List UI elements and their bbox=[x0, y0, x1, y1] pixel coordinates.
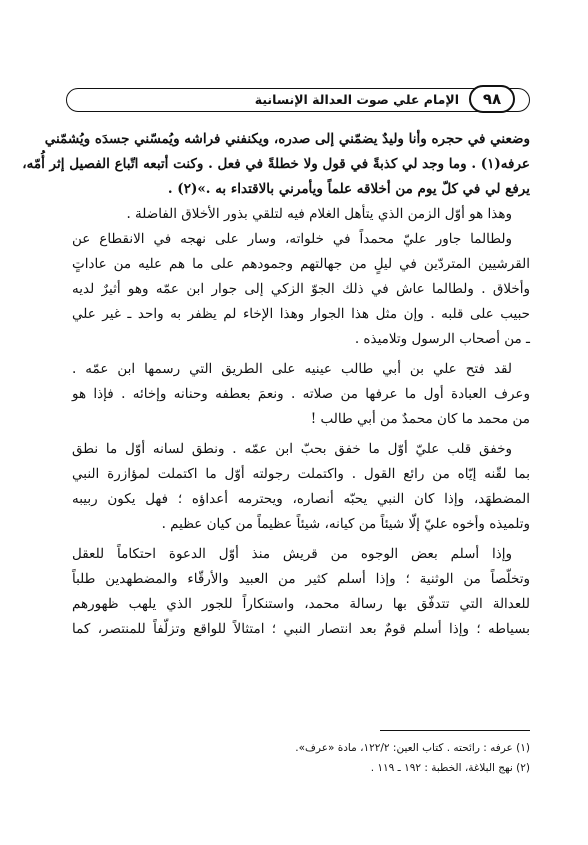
text-line: القرشيين المتردّين في ليلٍ من جهالتهم وجمودهم على ما هم عليه من عاداتٍ bbox=[72, 256, 530, 272]
text-line: المضطهَد، وإذا كان النبي يحبّه أنصاره، ويحترمه أعداؤه ؛ فهل يكون ربيبه bbox=[72, 491, 530, 507]
text-line: وخفق قلب عليّ أوّل ما خفق بحبّ ابن عمّه . ونطق لسانه أوّل ما نطق bbox=[72, 441, 512, 457]
text-line: وعرف العبادة أول ما عرفها من صلاته . ونعمَ بعطفه وحنانه وإخائه . فإذا هو bbox=[72, 386, 530, 402]
text-line: وإذا أسلم بعض الوجوه من قريش منذ أوّل الدعوة احتكاماً للعقل bbox=[72, 546, 512, 562]
page-number: ٩٨ bbox=[469, 85, 515, 113]
text-line: لقد فتح علي بن أبي طالب عينيه على الطريق التي رسمها ابن عمّه . bbox=[72, 361, 512, 377]
footnote: (١) عرفه : رائحته . كتاب العين: ١٢٢/٢، مادة «عرف». bbox=[295, 742, 530, 754]
text-line: وهذا هو أوّل الزمن الذي يتأهل الغلام فيه لتلقي بذور الأخلاق الفاضلة . bbox=[126, 206, 512, 222]
text-line: وتلميذه وأخوه عليّ إلّا شيئاً من كيانه، شيئاً عظيماً من كيان عظيم . bbox=[161, 516, 530, 532]
text-line: وتخلّصاً من الوثنية ؛ وإذا أسلم كثير من العبيد والأرقّاء والمضطهدين طلباً bbox=[72, 571, 530, 587]
text-line: بما لقّنه إيّاه من رائع القول . واكتملت رجولته أوّل ما اكتملت لمؤازرة النبي bbox=[72, 466, 530, 482]
text-line: للعدالة التي تتدفّق بها رسالة محمد، واستنكاراً للجور الذي يلهب ظهورهم bbox=[72, 596, 530, 612]
text-line: بسياطه ؛ وإذا أسلم قومٌ بعد انتصار النبي ؛ امتثالاً للواقع وتزلّفاً للمنتصر، كما bbox=[72, 621, 530, 637]
text-line: ولطالما جاور عليّ محمداً في خلواته، وسار على نهجه في الانقطاع عن bbox=[72, 231, 512, 247]
text-line: حبيب على قلبه . وإن مثل هذا الجوار وهذا الإخاء لم يظفر به واحد ـ غير علي bbox=[72, 306, 530, 322]
footnote-divider bbox=[380, 730, 530, 731]
body-text bbox=[22, 127, 530, 642]
text-line: يرفع لي في كلّ يوم من أخلاقه علماً ويأمرني بالاقتداء به .»(٢) . bbox=[167, 181, 530, 197]
running-header bbox=[66, 88, 530, 112]
text-line: ـ من أصحاب الرسول وتلاميذه . bbox=[354, 331, 530, 347]
footnote: (٢) نهج البلاغة، الخطبة : ١٩٢ ـ ١١٩ . bbox=[370, 762, 530, 774]
header-title: الإمام علي صوت العدالة الإنسانية bbox=[254, 92, 459, 107]
text-line: وأخلاق . ولطالما عاش في ذلك الجوّ الزكي إلى جوار ابن عمّه وهو أثيرٌ لديه bbox=[72, 281, 530, 297]
text-line: وضعني في حجره وأنا وليدٌ يضمّني إلى صدره، ويكنفني فراشه ويُمسّني جسدَه ويُشمّني bbox=[44, 131, 530, 147]
text-line: عرفه(١) . وما وجد لي كذبةً في قول ولا خطلةً في فعل . وكنت أتبعه اتّباع الفصيل إثر أُمّه، bbox=[22, 156, 530, 172]
footnotes bbox=[72, 738, 530, 778]
text-line: من محمد ما كان محمدٌ من أبي طالب ! bbox=[310, 411, 530, 427]
